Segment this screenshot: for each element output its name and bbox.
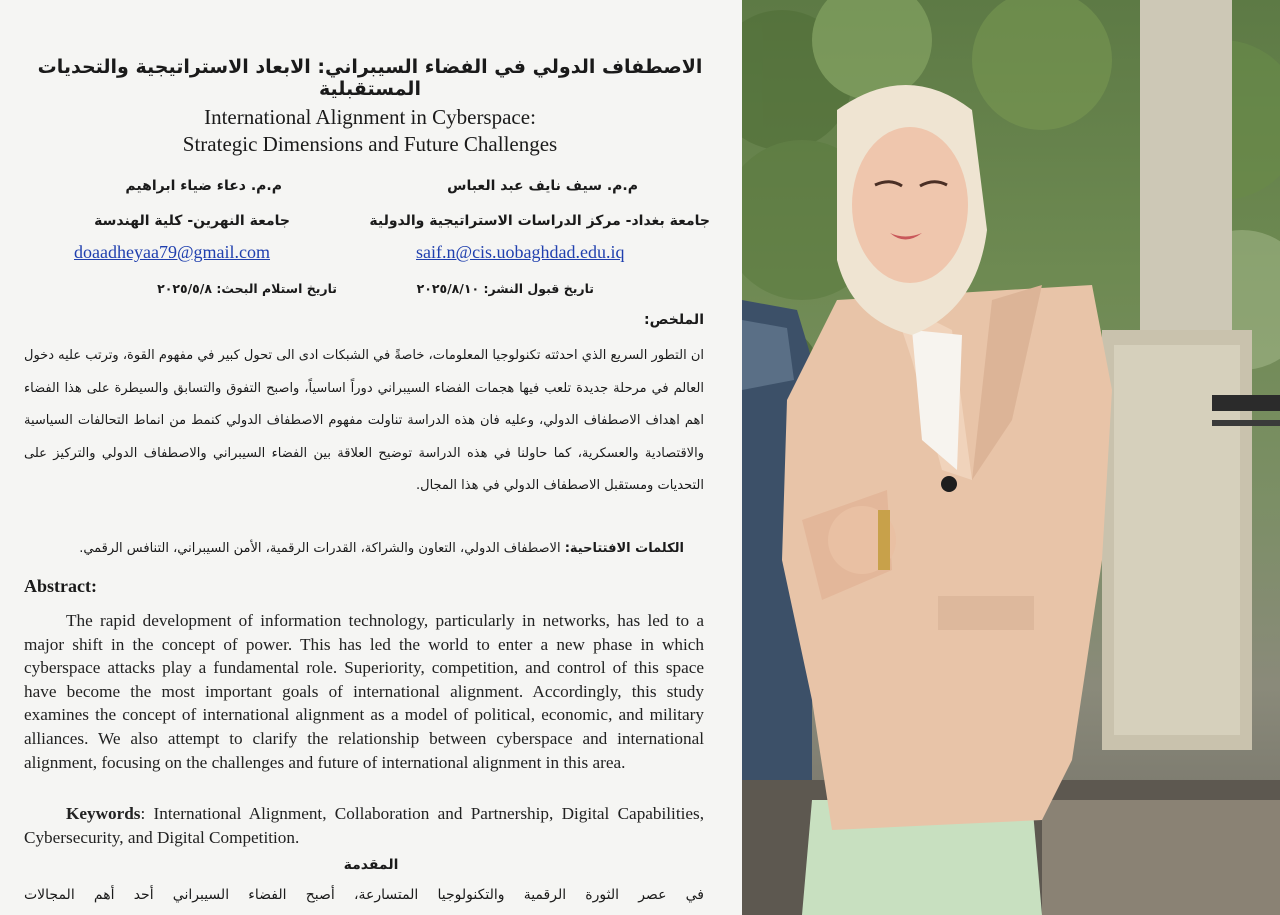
- keywords-english: [24, 802, 704, 849]
- author-2-email-link[interactable]: doaadheyaa79@gmail.com: [74, 242, 271, 262]
- introduction-heading: المقدمة: [343, 857, 399, 873]
- paper-title-english: [40, 104, 700, 158]
- keywords-english-label: Keywords: [66, 804, 141, 823]
- author-1-email-link[interactable]: saif.n@cis.uobaghdad.edu.iq: [416, 242, 625, 262]
- railing: [1212, 395, 1280, 411]
- author-1-name: م.م. سيف نايف عبد العباس: [447, 178, 638, 194]
- abstract-english-body: The rapid development of information technology, particularly in networks, has led to a major shift in the concept of power. This has led the world to enter a new phase in which cyberspace attacks play a fundamental role. Superiority, competition, and control of this space have become the most important goals of international alignment. Accordingly, this study examines the concept of international alignment as a model of political, economic, and military alliances. We also attempt to clarify the relationship between cyberspace and international alignment, focusing on the challenges and future of international alignment in this area.: [24, 611, 704, 772]
- received-date: تاريخ استلام البحث: ٢٠٢٥/٥/٨: [157, 281, 337, 296]
- introduction-first-line: في عصر الثورة الرقمية والتكنولوجيا المتسارعة، أصبح الفضاء السيبراني أحد أهم المجالات: [24, 887, 704, 903]
- abstract-arabic-heading: الملخص:: [644, 312, 704, 328]
- paper-title-english-line2: Strategic Dimensions and Future Challenges: [182, 132, 558, 156]
- keywords-arabic-label: الكلمات الافتتاحية:: [564, 541, 684, 556]
- keywords-arabic: [24, 541, 684, 556]
- paper-title-arabic: الاصطفاف الدولي في الفضاء السيبراني: الابعاد الاستراتيجية والتحديات المستقبلية: [37, 56, 703, 100]
- author-portrait-photo: [742, 0, 1280, 915]
- bracelet: [878, 510, 890, 570]
- blazer-pocket: [938, 596, 1034, 630]
- author-2-name: م.م. دعاء ضياء ابراهيم: [125, 178, 282, 194]
- accepted-date: تاريخ قبول النشر: ٢٠٢٥/٨/١٠: [416, 281, 594, 296]
- keywords-arabic-list: الاصطفاف الدولي، التعاون والشراكة، القدرات الرقمية، الأمن السيبراني، التنافس الرقمي.: [79, 541, 561, 556]
- abstract-english-heading: Abstract:: [24, 576, 97, 596]
- face: [852, 127, 968, 283]
- paper-title-english-line1: International Alignment in Cyberspace:: [204, 105, 536, 129]
- abstract-arabic-body: ان التطور السريع الذي احدثته تكنولوجيا المعلومات، خاصةً في الشبكات ادى الى تحول كبير في مفهوم القوة، وترتب عليه دخول العالم في مرحلة جديدة تلعب فيها هجمات الفضاء السيبراني دوراً اساسياً، واصبح التفوق والتسابق والسيطرة على هذا الفضاء اهم اهداف الاصطفاف الدولي، وعليه فان هذه الدراسة تناولت مفهوم الاصطفاف الدولي كنمط من انماط التحالفات السياسية والاقتصادية والعسكرية، كما حاولنا في هذه الدراسة توضيح العلاقة بين الفضاء السيبراني والاصطفاف الدولي والتركيز على التحديات ومستقبل الاصطفاف الدولي في هذا المجال.: [24, 348, 704, 493]
- stone-pillar: [1140, 0, 1232, 360]
- blazer-button: [941, 476, 957, 492]
- keywords-english-list: : International Alignment, Collaboration and Partnership, Digital Capabilities, Cybersecurity, and Digital Competition.: [24, 804, 704, 847]
- author-2-affiliation: جامعة النهرين- كلية الهندسة: [94, 213, 290, 229]
- portrait-illustration: [742, 0, 1280, 915]
- author-1-affiliation: جامعة بغداد- مركز الدراسات الاستراتيجية والدولية: [369, 213, 710, 229]
